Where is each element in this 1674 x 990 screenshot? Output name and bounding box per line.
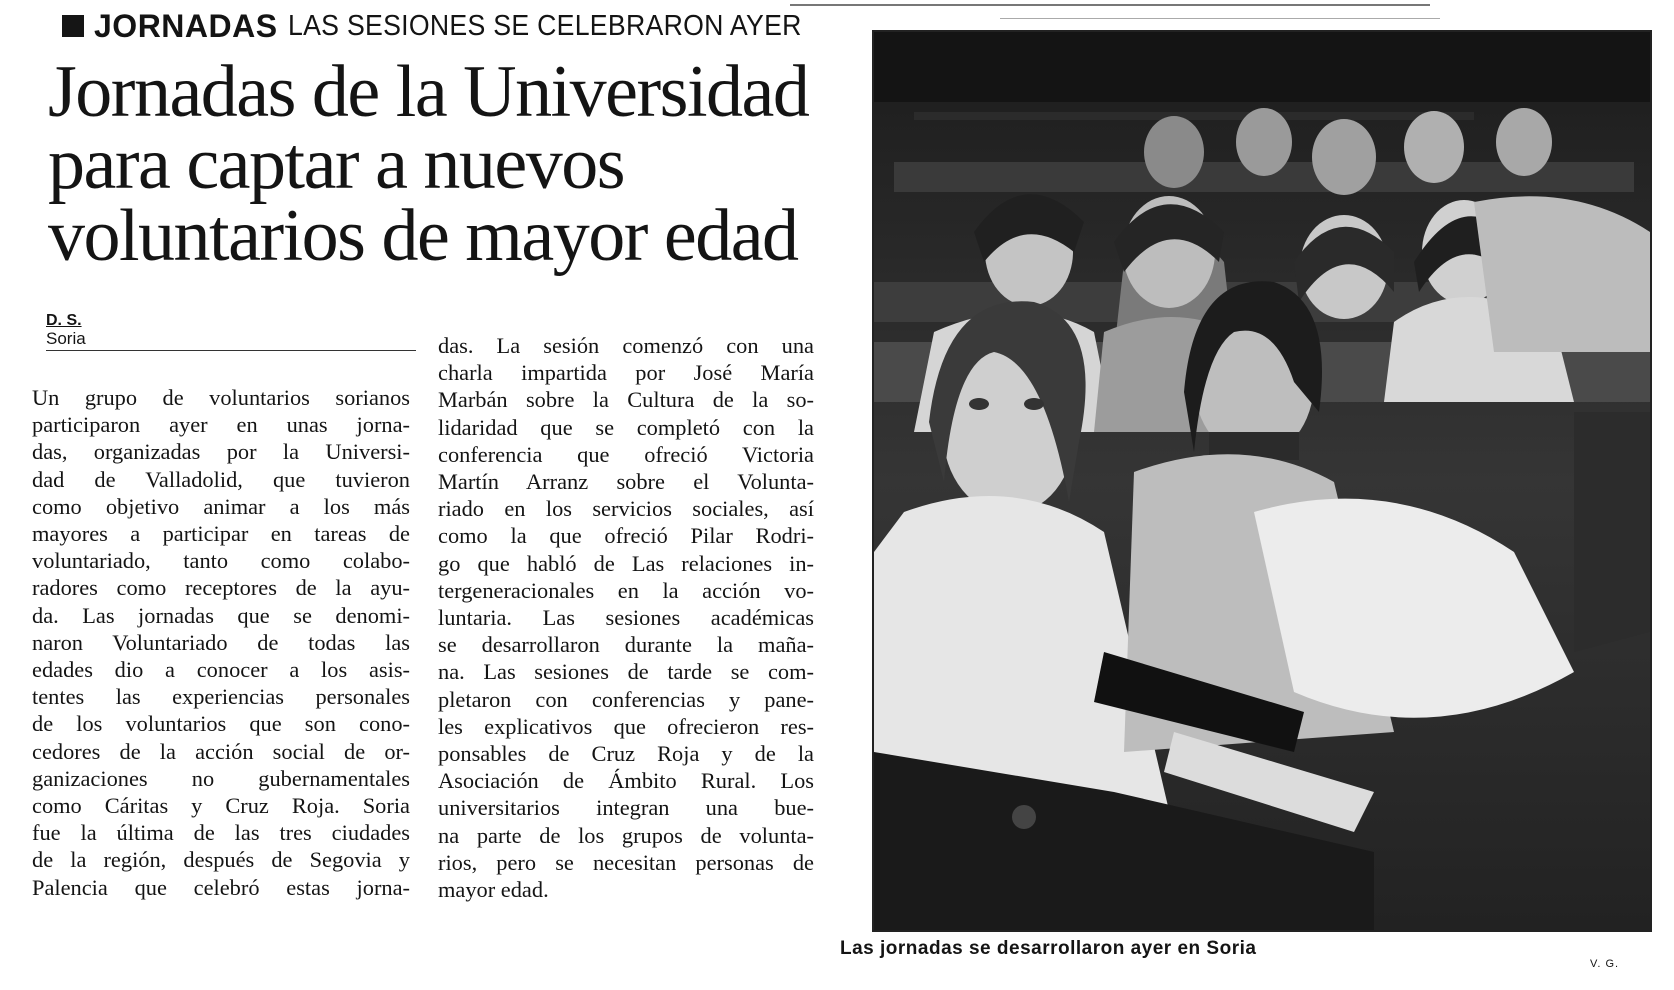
body-line: conferencia que ofreció Victoria [438,441,814,467]
body-line: riado en los servicios sociales, así [438,496,814,522]
body-line: pletaron con conferencias y pane- [438,686,814,712]
body-line: Marbán sobre la Cultura de la so- [438,387,814,413]
body-line: da. Las jornadas que se denomi- [32,602,410,628]
body-line: Palencia que celebró estas jorna- [32,874,410,900]
body-line: ganizaciones no gubernamentales [32,765,410,791]
body-line: luntaria. Las sesiones académicas [438,605,814,631]
body-line: de los voluntarios que son cono- [32,711,410,737]
byline [46,312,416,351]
news-photo [872,30,1652,932]
body-line: universitarios integran una bue- [438,795,814,821]
body-line: go que habló de Las relaciones in- [438,550,814,576]
headline-line: Jornadas de la Universidad [48,51,809,133]
headline-line: voluntarios de mayor edad [48,195,798,277]
photo-audience-illustration [874,32,1650,930]
body-line: de la región, después de Segovia y [32,847,410,873]
body-line: das, organizadas por la Universi- [32,439,410,465]
byline-place: Soria [46,329,86,348]
body-line: das. La sesión comenzó con una [438,333,814,358]
kicker-square-icon [62,15,84,37]
body-line: tentes las experiencias personales [32,684,410,710]
body-line: participaron ayer en unas jorna- [32,412,410,438]
body-line: como objetivo animar a los más [32,493,410,519]
top-rule-secondary [1000,18,1440,19]
photo-credit: V. G. [1590,958,1620,970]
body-line: les explicativos que ofrecieron res- [438,713,814,739]
headline [48,51,838,277]
body-line: cedores de la acción social de or- [32,738,410,764]
article-column-2 [438,332,814,903]
body-line: fue la última de las tres ciudades [32,820,410,846]
body-line: charla impartida por José María [438,360,814,386]
photo-caption: Las jornadas se desarrollaron ayer en Soria [840,938,1257,959]
headline-line: para captar a nuevos [48,123,625,205]
body-line: como Cáritas y Cruz Roja. Soria [32,793,410,819]
body-line: radores como receptores de la ayu- [32,575,410,601]
byline-author: D. S. [46,312,82,329]
kicker-section: JORNADAS [94,7,278,44]
top-rule [790,4,1430,6]
section-kicker [62,4,846,48]
body-line: Un grupo de voluntarios sorianos [32,385,410,410]
body-line: se desarrollaron durante la maña- [438,632,814,658]
body-line: na. Las sesiones de tarde se com- [438,659,814,685]
body-line: mayor edad. [438,877,549,903]
body-line: ponsables de Cruz Roja y de la [438,741,814,767]
article-column-1 [32,384,410,901]
kicker-tag: LAS SESIONES SE CELEBRARON AYER [287,9,802,42]
body-line: rios, pero se necesitan personas de [438,849,814,875]
body-line: na parte de los grupos de volunta- [438,822,814,848]
body-line: dad de Valladolid, que tuvieron [32,466,410,492]
body-line: lidaridad que se completó con la [438,414,814,440]
body-line: mayores a participar en tareas de [32,521,410,547]
body-line: naron Voluntariado de todas las [32,629,410,655]
body-line: tergeneracionales en la acción vo- [438,577,814,603]
body-line: Asociación de Ámbito Rural. Los [438,768,814,794]
body-line: voluntariado, tanto como colabo- [32,548,410,574]
body-line: como la que ofreció Pilar Rodri- [438,523,814,549]
body-line: Martín Arranz sobre el Volunta- [438,469,814,495]
body-line: edades dio a conocer a los asis- [32,657,410,683]
